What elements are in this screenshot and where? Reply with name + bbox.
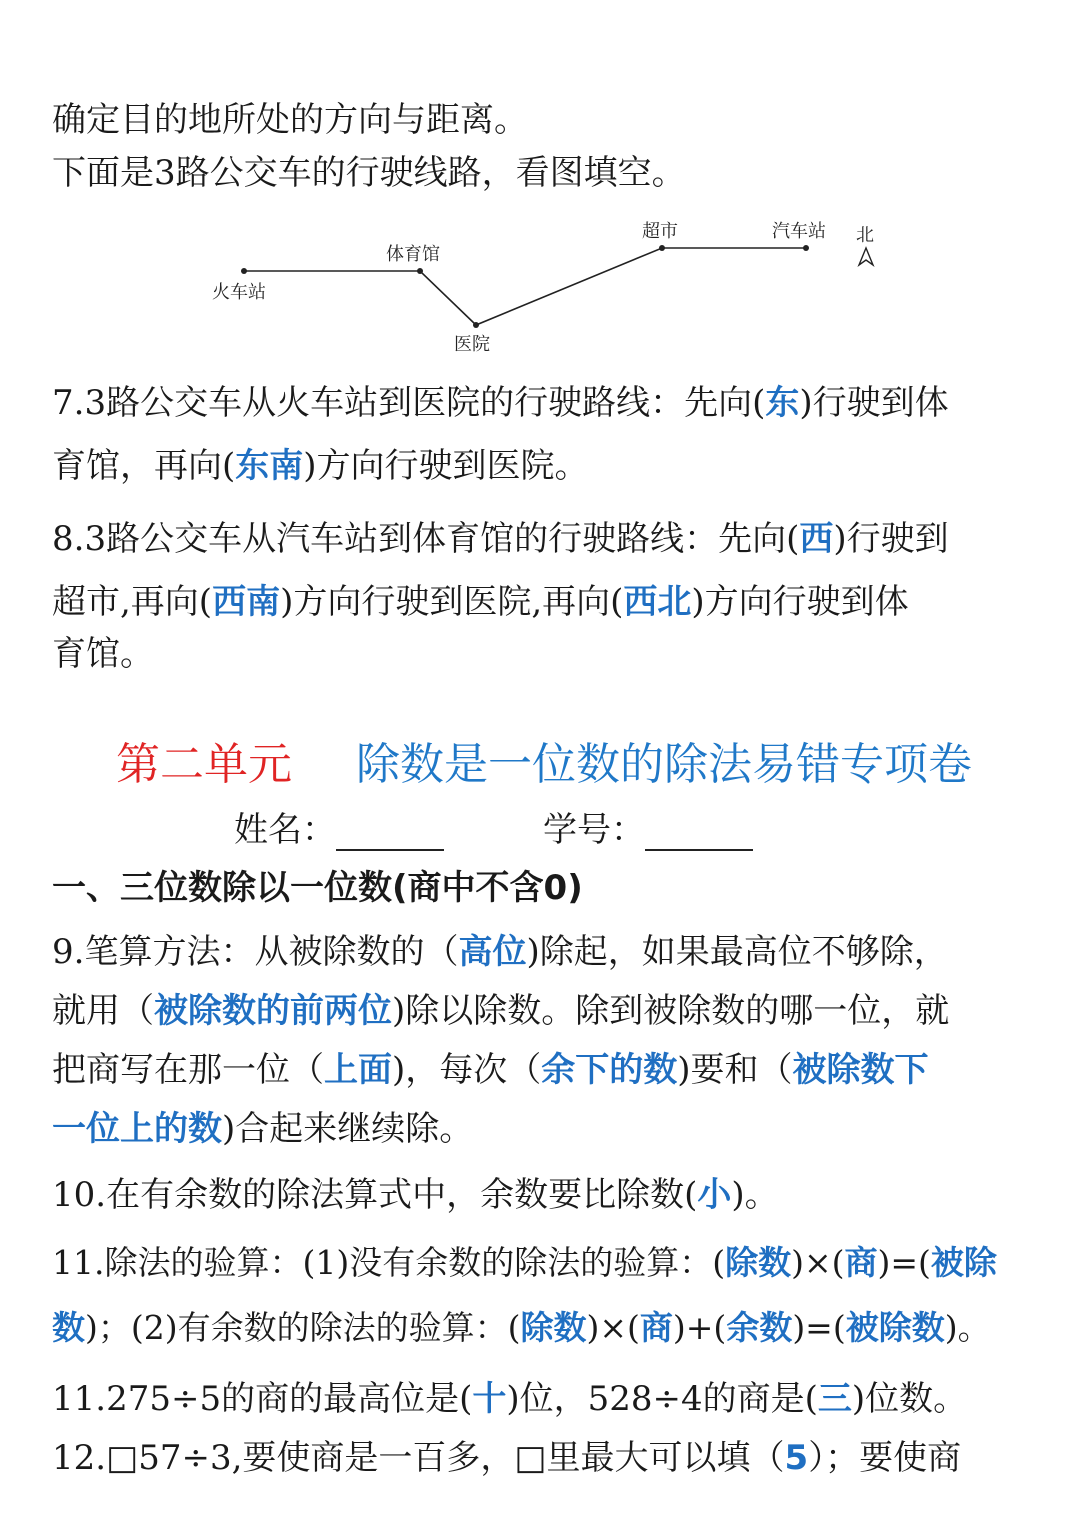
q11a-line-2: 数)；(2)有余数的除法的验算：(除数)×(商)+(余数)=(被除数)。 [52, 1308, 991, 1347]
q12-answer: 5 [784, 1438, 809, 1478]
q11b-line: 11.275÷5的商的最高位是(十)位，528÷4的商是(三)位数。 [52, 1379, 968, 1419]
q8-line-1: 8.3路公交车从汽车站到体育馆的行驶路线：先向(西)行驶到 [52, 519, 949, 559]
q11b-answer-2: 三 [817, 1379, 852, 1419]
q9-line-2: 就用（被除数的前两位)除以除数。除到被除数的哪一位，就 [52, 991, 950, 1031]
q11a-answer-5: 除数 [520, 1308, 587, 1347]
q7-line-1: 7.3路公交车从火车站到医院的行驶路线：先向(东)行驶到体 [52, 383, 949, 423]
q11a-line-1: 11.除法的验算：(1)没有余数的除法的验算：(除数)×(商)=(被除 [52, 1243, 997, 1282]
unit-label: 第二单元 [116, 739, 292, 790]
q10-line: 10.在有余数的除法算式中，余数要比除数(小)。 [52, 1175, 779, 1215]
q9-answer-1: 高位 [458, 932, 527, 972]
q9-answer-5: 被除数下 [792, 1050, 929, 1090]
train-station-label: 火车站 [212, 282, 266, 303]
north-label: 北 [856, 225, 874, 246]
q11a-answer-8: 被除数 [845, 1308, 945, 1347]
hospital-label: 医院 [454, 334, 490, 355]
q9-line-1: 9.笔算方法：从被除数的（高位)除起，如果最高位不够除， [52, 932, 948, 972]
q8-answer-1: 西 [799, 519, 834, 559]
q8-line-2: 超市,再向(西南)方向行驶到医院,再向(西北)方向行驶到体 [52, 582, 909, 622]
bus-station-dot [803, 245, 809, 251]
q11a-answer-4: 数 [52, 1308, 85, 1347]
gym-label: 体育馆 [386, 244, 440, 265]
unit-title: 除数是一位数的除法易错专项卷 [356, 739, 972, 790]
intro-line-1: 确定目的地所处的方向与距离。 [52, 100, 528, 140]
q11a-answer-7: 余数 [726, 1308, 793, 1347]
section-1-heading: 一、三位数除以一位数(商中不含0) [52, 868, 583, 908]
name-field[interactable] [234, 802, 444, 851]
q11a-answer-6: 商 [639, 1308, 673, 1347]
q8-answer-2: 西南 [212, 582, 281, 622]
q9-line-3: 把商写在那一位（上面)，每次（余下的数)要和（被除数下 [52, 1050, 929, 1090]
gym-dot [417, 268, 423, 274]
q11b-answer-1: 十 [472, 1379, 507, 1419]
id-label: 学号： [543, 810, 645, 850]
q8-line-3: 育馆。 [52, 634, 154, 674]
q11a-answer-2: 商 [844, 1243, 878, 1282]
bus-station-label: 汽车站 [772, 221, 826, 242]
q9-answer-3: 上面 [324, 1050, 392, 1090]
q9-answer-4: 余下的数 [541, 1050, 678, 1090]
q9-line-4: 一位上的数)合起来继续除。 [52, 1109, 474, 1149]
q9-answer-6: 一位上的数 [52, 1109, 222, 1149]
id-blank[interactable] [645, 819, 753, 851]
id-field[interactable] [543, 802, 753, 851]
q12-line: 12.□57÷3,要使商是一百多，□里最大可以填（5）；要使商 [52, 1438, 962, 1478]
north-arrow-icon [859, 248, 873, 265]
name-blank[interactable] [336, 819, 444, 851]
q7-line-2: 育馆，再向(东南)方向行驶到医院。 [52, 446, 589, 486]
bus-route-line [244, 248, 806, 325]
market-dot [659, 245, 665, 251]
intro-line-2: 下面是3路公交车的行驶线路，看图填空。 [52, 153, 686, 193]
train-station-dot [241, 268, 247, 274]
q8-answer-3: 西北 [623, 582, 692, 622]
q7-answer-2: 东南 [235, 446, 304, 486]
hospital-dot [473, 322, 479, 328]
name-label: 姓名： [234, 810, 336, 850]
q11a-answer-1: 除数 [725, 1243, 792, 1282]
bus-route-map [200, 212, 900, 362]
q9-answer-2: 被除数的前两位 [154, 991, 392, 1031]
q10-answer: 小 [697, 1175, 732, 1215]
q11a-answer-3: 被除 [930, 1243, 997, 1282]
market-label: 超市 [642, 221, 678, 242]
q7-answer-1: 东 [765, 383, 800, 423]
